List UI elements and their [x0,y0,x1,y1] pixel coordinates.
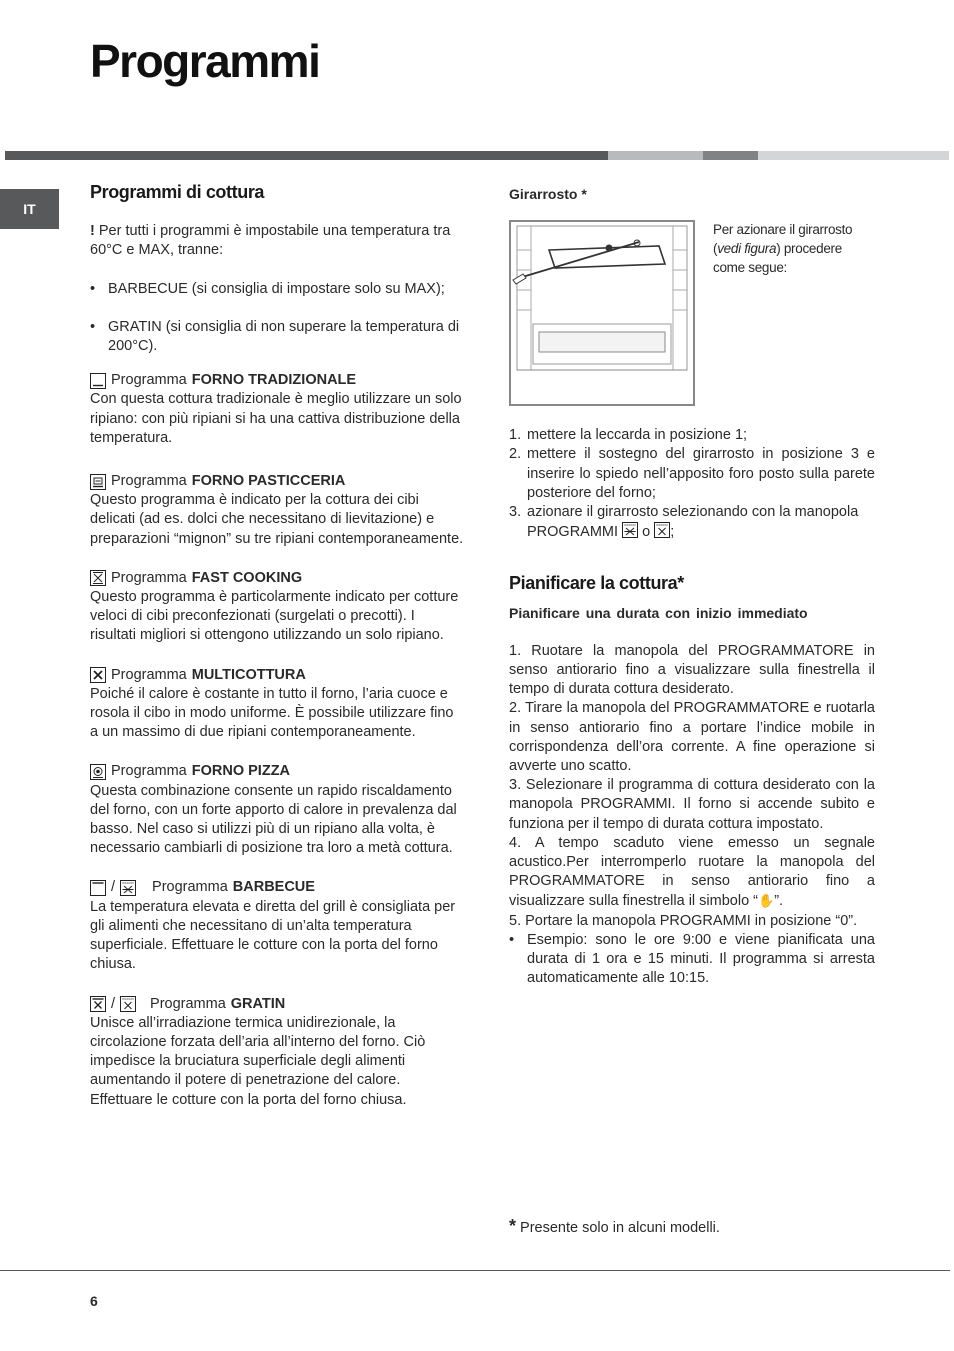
list-item: 3. azionare il girarrosto selezionando con la manopola PROGRAMMI o ; [509,504,859,541]
girarrosto-steps [509,426,875,542]
program-forno-pizza [90,762,464,858]
icon-separator: / [111,879,116,896]
girarrosto-caption [713,220,875,406]
oven-pastry-icon [90,474,106,490]
plan-subheading: Pianificare una durata con inizio immediato [509,604,808,621]
program-description: La temperatura elevata e diretta del grill è consigliata per gli alimenti che necessitano di un’alta temperatura superficiale. Effettuare le cotture con la porta del forno chiusa. [90,898,456,973]
program-description: Questa combinazione consente un rapido riscaldamento del forno, con un forte apporto di calore in prevalenza dal basso. Nel caso si utilizzi più di un ripiano alla volta, è necessario cambiarli di posizione tra loro a metà cottura. [90,782,457,857]
gratin-fan-icon [90,996,106,1012]
gratin-icon [120,996,136,1012]
list-item: 1. mettere la leccarda in posizione 1; [509,427,748,444]
gratin-icon [654,522,670,538]
program-forno-tradizionale [90,371,464,448]
program-fast-cooking [90,569,464,646]
left-column [90,183,464,1110]
section-heading-programmi-di-cottura: Programmi di cottura [90,182,265,202]
caption-text: ) procedere come segue: [713,241,842,276]
plan-step: 1. Ruotare la manopola del PROGRAMMATORE in senso antiorario fino a visualizzare sulla finestrella il tempo di durata cottura desiderato. [509,642,875,698]
program-name: GRATIN [230,995,286,1012]
program-description: Questo programma è indicato per la cottura dei cibi delicati (ad es. dolci che necessitano di lievitazione) e preparazioni “mignon” su tre ripiani contemporaneamente. [90,492,464,547]
plan-steps [509,642,875,989]
page-number: 6 [90,1293,98,1309]
warning-mark: ! [90,223,95,240]
footnote: * Presente solo in alcuni modelli. [509,1216,720,1236]
program-prefix: Programma [111,473,187,490]
program-forno-pasticceria [90,472,464,549]
footer-divider [0,1270,950,1271]
program-description: Questo programma è particolarmente indicato per cotture veloci di cibi preconfezionati (surgelati o precotti). I risultati migliori si ottengono utilizzando un solo ripiano. [90,589,459,644]
list-item: 2. mettere il sostegno del girarrosto in posizione 3 e inserire lo spiedo nell’apposito foro posto sulla parete posteriore del forno; [509,446,875,501]
or-word: o [642,524,651,541]
icon-separator: / [111,995,116,1012]
multicooking-icon [90,667,106,683]
program-barbecue [90,878,464,974]
program-name: FAST COOKING [191,569,303,586]
program-prefix: Programma [111,666,187,683]
plan-step: 5. Portare la manopola PROGRAMMI in posizione “0”. [509,912,858,929]
plan-example: • Esempio: sono le ore 9:00 e viene pianificata una durata di 1 ora e 15 minuti. Il programma si arresta automaticamente alle 10:15. [509,931,875,989]
program-name: BARBECUE [232,879,315,896]
plan-step: 3. Selezionare il programma di cottura desiderato con la manopola PROGRAMMI. Il forno si accende subito e funziona per il tempo di durata cottura impostato. [509,777,875,832]
program-description: Unisce all’irradiazione termica unidirezionale, la circolazione forzata dell’aria all’interno del forno. Ciò impedisce la bruciatura superficiale degli alimenti aumentando il potere di penetrazione del calore. Effettuare le cotture con la porta del forno chiusa. [90,1014,426,1108]
intro-text: Per tutti i programmi è impostabile una temperatura tra 60°C e MAX, tranne: [90,223,451,259]
program-prefix: Programma [150,995,226,1012]
caption-text: Per azionare il girarrosto ( [713,222,853,257]
girarrosto-title: Girarrosto * [509,186,587,202]
header-bar-segment [758,151,949,160]
girarrosto-figure-block [509,220,875,406]
oven-rotisserie-figure [509,220,695,406]
intro-paragraph [90,222,464,260]
bell-icon: ✋ [758,893,775,909]
program-name: FORNO PASTICCERIA [191,473,346,490]
fast-cooking-icon [90,570,106,586]
language-tab: IT [0,189,59,229]
page-title: Programmi [90,35,320,87]
section-heading-pianificare: Pianificare la cottura* [509,573,684,594]
program-prefix: Programma [111,372,187,389]
pizza-icon [90,764,106,780]
program-multicottura [90,666,464,743]
program-prefix: Programma [111,763,187,780]
program-gratin [90,995,464,1110]
program-description: Con questa cottura tradizionale è meglio utilizzare un solo ripiano: con più ripiani si ha una cattiva distribuzione della temperatura. [90,391,462,446]
program-name: FORNO PIZZA [191,763,291,780]
oven-traditional-icon [90,373,106,389]
grill-icon [90,880,106,896]
header-bar-segment [5,151,608,160]
header-bar [5,151,949,160]
caption-emphasis: vedi figura [717,241,777,257]
list-item: • GRATIN (si consiglia di non superare la temperatura di 200°C). [90,318,464,356]
plan-step: 2. Tirare la manopola del PROGRAMMATORE e ruotarla in senso antiorario fino a portare l’indice mobile in corrispondenza dell’ora corrente. A fine operazione si avverte uno scatto. [509,700,875,775]
program-prefix: Programma [152,879,228,896]
header-bar-segment [703,151,758,160]
plan-step: 4. A tempo scaduto viene emesso un segnale acustico.Per interromperlo ruotare la manopola del PROGRAMMATORE in senso antiorario fino a visualizzare sulla finestrella il simbolo “✋”. [509,834,875,910]
barbecue-icon [120,880,136,896]
program-name: MULTICOTTURA [191,666,306,683]
barbecue-icon [622,522,638,538]
list-item: • BARBECUE (si consiglia di impostare solo su MAX); [90,280,464,299]
program-name: FORNO TRADIZIONALE [191,372,357,389]
header-bar-segment [608,151,703,160]
right-column [509,183,875,988]
program-description: Poiché il calore è costante in tutto il forno, l’aria cuoce e rosola il cibo in modo uniforme. È possibile utilizzare fino a un massimo di due ripiani contemporaneamente. [90,685,454,741]
program-prefix: Programma [111,569,187,586]
